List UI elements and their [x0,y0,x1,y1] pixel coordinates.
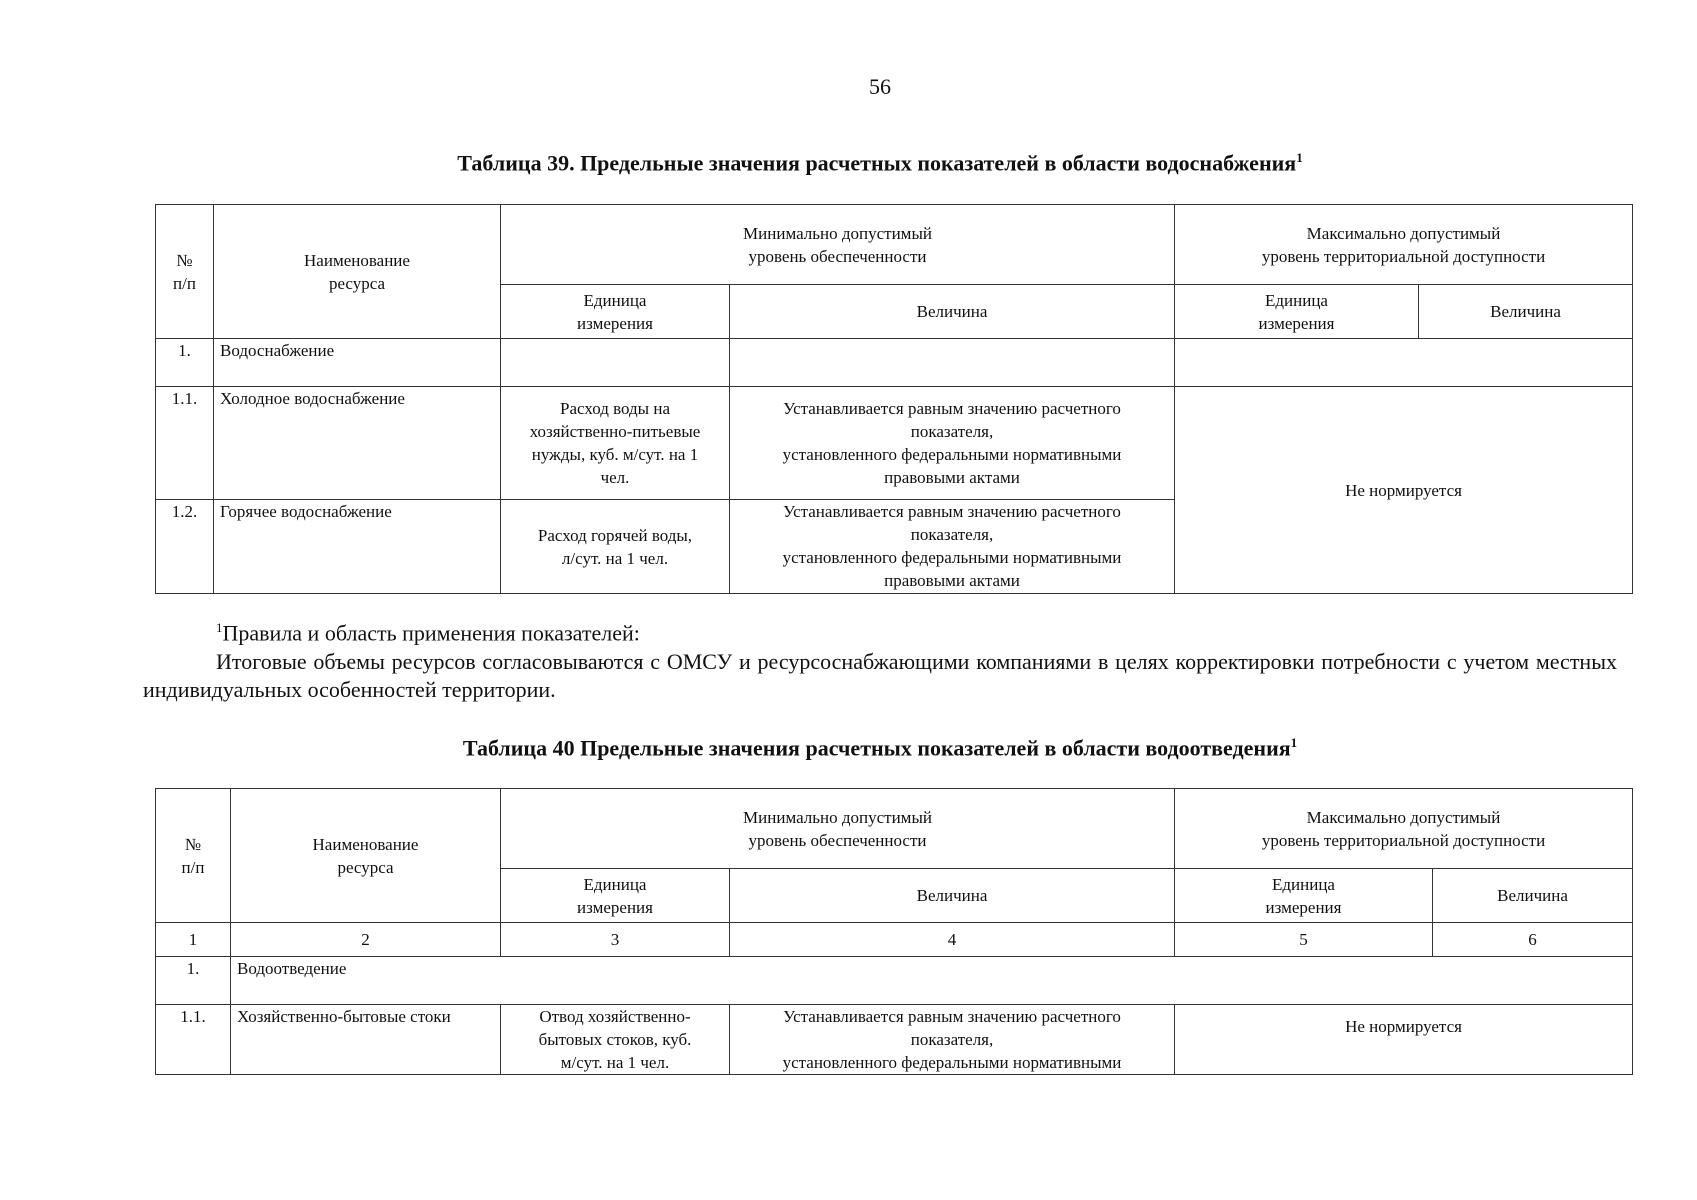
row-unit: Отвод хозяйственно- бытовых стоков, куб. м/сут. на 1 чел. [501,1005,730,1075]
row-num: 1.1. [156,387,214,500]
header-name: Наименование ресурса [214,205,501,339]
header-min-unit: Единица измерения [501,285,730,339]
row-unit: Расход горячей воды, л/сут. на 1 чел. [501,500,730,594]
table-39-title [0,150,1697,176]
table-39-title-text: Таблица 39. Предельные значения расчетных показателей в области водоснабжения [457,150,1297,176]
row-num: 1. [156,339,214,387]
row-name: Горячее водоснабжение [214,500,501,594]
table-row [156,1005,1633,1075]
header-max-value: Величина [1419,285,1633,339]
row-max-empty [1175,339,1633,387]
row-value-empty [730,339,1175,387]
max-not-normalized: Не нормируется [1175,387,1633,594]
footnote-heading-text: Правила и область применения показателей: [222,620,640,646]
row-unit: Расход воды на хозяйственно-питьевые нужды, куб. м/сут. на 1 чел. [501,387,730,500]
row-num: 1.1. [156,1005,231,1075]
header-num: № п/п [156,789,231,923]
col-number: 6 [1433,923,1633,957]
max-not-normalized: Не нормируется [1175,1005,1633,1075]
table-row [156,339,1633,387]
col-number: 4 [730,923,1175,957]
table-row [156,957,1633,1005]
header-name: Наименование ресурса [231,789,501,923]
column-number-row [156,923,1633,957]
table-39 [155,204,1633,594]
header-max-group: Максимально допустимый уровень территориальной доступности [1175,789,1633,869]
header-max-group: Максимально допустимый уровень территориальной доступности [1175,205,1633,285]
footnote-mark: 1 [216,620,223,635]
table-39-title-footnote-mark: 1 [1296,150,1303,165]
row-num: 1.2. [156,500,214,594]
table-row [156,387,1633,500]
header-min-value: Величина [730,285,1175,339]
row-value: Устанавливается равным значению расчетного показателя, установленного федеральными нормативными правовыми актами [730,500,1175,594]
header-min-value: Величина [730,869,1175,923]
header-min-group: Минимально допустимый уровень обеспеченности [501,789,1175,869]
header-max-value: Величина [1433,869,1633,923]
table-40-title-footnote-mark: 1 [1290,735,1298,750]
col-number: 2 [231,923,501,957]
header-min-group: Минимально допустимый уровень обеспеченности [501,205,1175,285]
row-name: Водоснабжение [214,339,501,387]
col-number: 3 [501,923,730,957]
footnote-heading [216,620,640,646]
row-value: Устанавливается равным значению расчетного показателя, установленного федеральными нормативными [730,1005,1175,1075]
col-number: 5 [1175,923,1433,957]
header-max-unit: Единица измерения [1175,285,1419,339]
table-40 [155,788,1633,1075]
row-name: Водоотведение [231,957,1633,1005]
header-max-unit: Единица измерения [1175,869,1433,923]
header-num: № п/п [156,205,214,339]
table-40-title-text: Таблица 40 Предельные значения расчетных показателей в области водоотведения [462,735,1291,761]
col-number: 1 [156,923,231,957]
row-name: Хозяйственно-бытовые стоки [231,1005,501,1075]
header-min-unit: Единица измерения [501,869,730,923]
table-40-title [0,735,1697,761]
footnote-body: Итоговые объемы ресурсов согласовываются с ОМСУ и ресурсоснабжающими компаниями в целях корректировки потребности с учетом местных индивидуальных особенностей территории. [143,649,1617,702]
page-number: 56 [869,74,891,99]
row-value: Устанавливается равным значению расчетного показателя, установленного федеральными нормативными правовыми актами [730,387,1175,500]
row-unit-empty [501,339,730,387]
row-name: Холодное водоснабжение [214,387,501,500]
row-num: 1. [156,957,231,1005]
